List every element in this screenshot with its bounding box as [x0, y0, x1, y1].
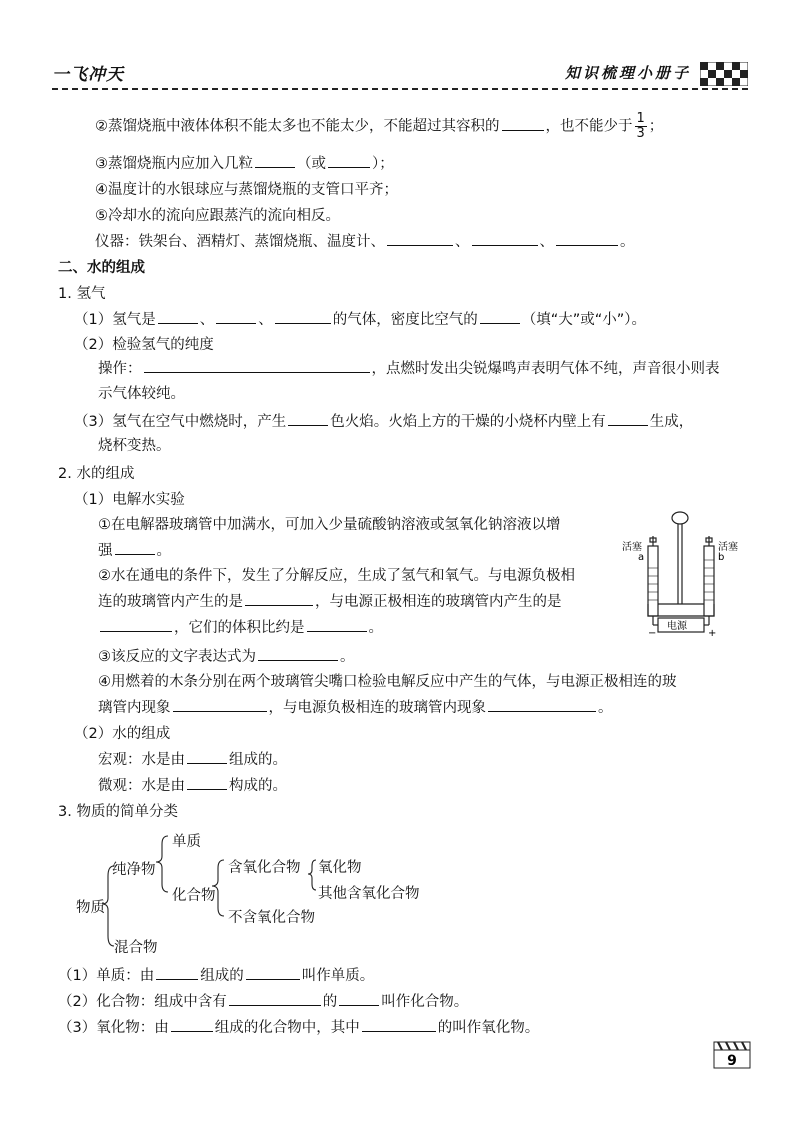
- tree-mixture: 混合物: [114, 940, 158, 956]
- blank[interactable]: [387, 231, 453, 246]
- blank[interactable]: [255, 153, 295, 168]
- blank[interactable]: [328, 153, 370, 168]
- page-number-badge: [712, 1040, 752, 1072]
- power-label: 电源: [667, 621, 687, 632]
- blank[interactable]: [502, 116, 544, 131]
- blank[interactable]: [608, 411, 648, 426]
- blank[interactable]: [229, 991, 321, 1006]
- electrolysis-heading: （1）电解水实验: [74, 492, 185, 508]
- electrolysis-3: ③该反应的文字表达式为 。: [98, 645, 355, 666]
- blank[interactable]: [339, 991, 379, 1006]
- tree-braces: [100, 826, 330, 956]
- plus-label: +: [708, 628, 717, 638]
- subsection-heading: 1. 氢气: [58, 286, 106, 302]
- electrolysis-4: ④用燃着的木条分别在两个玻璃管尖嘴口检验电解反应中产生的气体，与电源正极相连的玻: [98, 674, 677, 690]
- tree-root: 物质: [76, 900, 105, 916]
- subsection-heading: 2. 水的组成: [58, 466, 135, 482]
- tree-oxide: 氧化物: [318, 860, 362, 876]
- blank[interactable]: [258, 646, 338, 661]
- electrolysis-apparatus-diagram: [620, 508, 748, 638]
- def-element: （1）单质：由 组成的 叫作单质。: [58, 964, 374, 985]
- hydrogen-q2: （2）检验氢气的纯度: [74, 337, 214, 353]
- line-5: ⑤冷却水的流向应跟蒸汽的流向相反。: [95, 208, 340, 224]
- line-3: ③蒸馏烧瓶内应加入几粒 （或 ）；: [95, 152, 394, 173]
- blank[interactable]: [246, 965, 300, 980]
- stopcock-label-left: 活塞: [622, 542, 642, 553]
- tree-pure: 纯净物: [112, 862, 156, 878]
- section-heading: 二、水的组成: [58, 260, 145, 276]
- blank[interactable]: [156, 965, 198, 980]
- blank[interactable]: [100, 617, 172, 632]
- blank[interactable]: [187, 749, 227, 764]
- blank[interactable]: [307, 617, 367, 632]
- blank[interactable]: [245, 591, 313, 606]
- tree-non-oxygen-compound: 不含氧化合物: [228, 910, 315, 926]
- tree-oxygen-compound: 含氧化合物: [228, 860, 301, 876]
- blank[interactable]: [275, 309, 331, 324]
- blank[interactable]: [472, 231, 538, 246]
- def-oxide: （3）氧化物：由 组成的化合物中，其中 的叫作氧化物。: [58, 1016, 539, 1037]
- blank[interactable]: [144, 358, 370, 373]
- electrolysis-1-cont: 强 。: [98, 539, 171, 560]
- macro-line: 宏观：水是由 组成的。: [98, 748, 287, 769]
- hydrogen-q3-cont: 烧杯变热。: [98, 438, 171, 454]
- hydrogen-q1: （1）氢气是 、 、 的气体，密度比空气的 （填“大”或“小”）。: [74, 308, 646, 329]
- line-2: ②蒸馏烧瓶中液体体积不能太多也不能太少，不能超过其容积的 ，也不能少于 $\frac{1}{3}$ ；: [95, 111, 664, 141]
- instruments-line: 仪器：铁架台、酒精灯、蒸馏烧瓶、温度计、 、 、 。: [95, 230, 635, 251]
- micro-line: 微观：水是由 构成的。: [98, 774, 287, 795]
- electrolysis-1: ①在电解器玻璃管中加满水，可加入少量硫酸钠溶液或氢氧化钠溶液以增: [98, 517, 561, 533]
- subsection-heading: 3. 物质的简单分类: [58, 804, 178, 820]
- blank[interactable]: [362, 1017, 436, 1032]
- blank[interactable]: [115, 540, 155, 555]
- tube-label-b: b: [718, 552, 725, 563]
- checker-decoration: [700, 62, 748, 86]
- blank[interactable]: [556, 231, 618, 246]
- hydrogen-q2-operation: 操作： ，点燃时发出尖锐爆鸣声表明气体不纯，声音很小则表: [98, 357, 720, 378]
- electrolysis-4-cont: 璃管内现象 ，与电源负极相连的玻璃管内现象 。: [98, 696, 613, 717]
- blank[interactable]: [288, 411, 328, 426]
- blank[interactable]: [216, 309, 256, 324]
- blank[interactable]: [480, 309, 520, 324]
- blank[interactable]: [171, 1017, 213, 1032]
- blank[interactable]: [158, 309, 198, 324]
- tree-element: 单质: [172, 834, 201, 850]
- hydrogen-q3: （3）氢气在空气中燃烧时，产生 色火焰。火焰上方的干燥的小烧杯内壁上有 生成，: [74, 410, 693, 431]
- stopcock-label-right: 活塞: [718, 542, 738, 553]
- book-title: 一飞冲天: [52, 65, 124, 85]
- blank[interactable]: [488, 697, 596, 712]
- electrolysis-2-cont: 连的玻璃管内产生的是 ，与电源正极相连的玻璃管内产生的是: [98, 590, 562, 611]
- electrolysis-2-cont2: ，它们的体积比约是 。: [98, 616, 383, 637]
- header-divider: [52, 88, 748, 90]
- water-composition-heading: （2）水的组成: [74, 726, 171, 742]
- page-number: 9: [727, 1053, 737, 1069]
- blank[interactable]: [173, 697, 267, 712]
- minus-label: −: [648, 628, 657, 638]
- booklet-title: 知识梳理小册子: [565, 64, 692, 82]
- electrolysis-2: ②水在通电的条件下，发生了分解反应，生成了氢气和氧气。与电源负极相: [98, 568, 575, 584]
- tree-compound: 化合物: [172, 888, 216, 904]
- tree-other-oxygen: 其他含氧化合物: [318, 886, 420, 902]
- fraction: $\frac{1}{3}$: [636, 111, 645, 141]
- hydrogen-q2-cont: 示气体较纯。: [98, 386, 185, 402]
- line-4: ④温度计的水银球应与蒸馏烧瓶的支管口平齐；: [95, 182, 398, 198]
- blank[interactable]: [187, 775, 227, 790]
- tube-label-a: a: [638, 552, 645, 563]
- def-compound: （2）化合物：组成中含有 的 叫作化合物。: [58, 990, 468, 1011]
